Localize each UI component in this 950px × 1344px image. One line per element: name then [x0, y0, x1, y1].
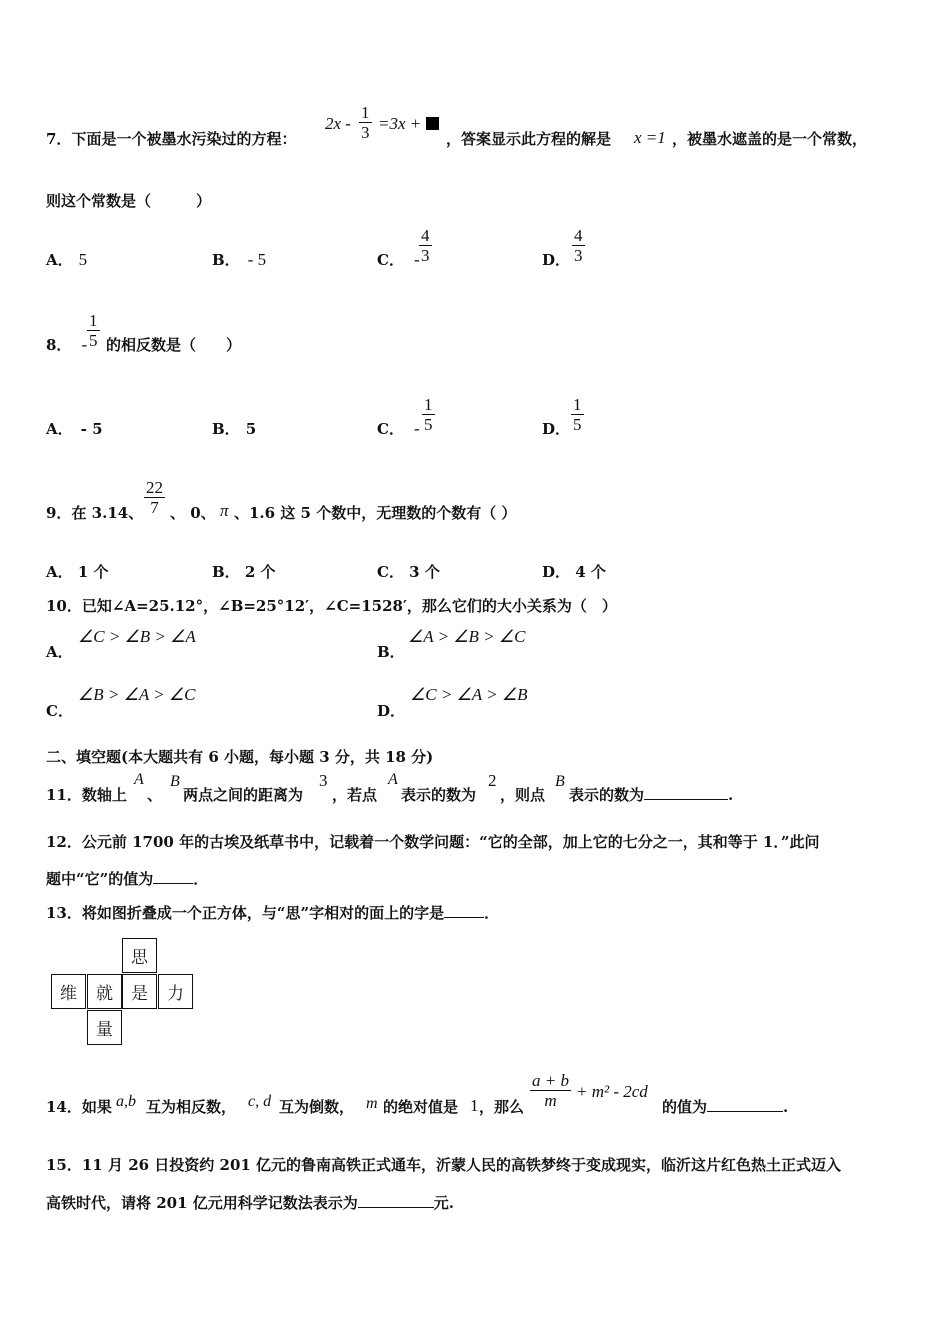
- q11-sep: 、: [147, 786, 163, 804]
- q11-t5: ，则点: [500, 786, 546, 804]
- cube-face-li: 力: [158, 974, 193, 1009]
- q10-stem: 10．已知∠A=25.12°，∠B=25°12′，∠C=1528′，那么它们的大小关系为（ ）: [46, 597, 617, 615]
- q7-line1: [46, 128, 296, 149]
- q7-equation-left: 2x -: [325, 114, 351, 133]
- q7-mid-text: ，答案显示此方程的解是: [446, 130, 612, 148]
- q8-fraction: 1 5: [89, 311, 98, 350]
- q8-number: 8． -: [46, 335, 88, 354]
- q14-one: 1: [470, 1096, 479, 1115]
- q14-m: m: [366, 1095, 378, 1112]
- cube-face-jiu: 就: [87, 974, 122, 1009]
- q8-option-b: B． 5: [212, 420, 257, 438]
- q11-t4: 表示的数为: [401, 786, 477, 804]
- q10-option-a-label: A．: [46, 643, 73, 661]
- q12-answer-blank[interactable]: [153, 883, 193, 884]
- ink-blot-icon: [426, 117, 439, 130]
- q9-text2: 、 0、: [170, 504, 216, 522]
- q13-text: 13．将如图折叠成一个正方体，与“思”字相对的面上的字是 ．: [46, 904, 500, 922]
- q10-option-d-label: D．: [377, 702, 406, 720]
- q11-answer-blank[interactable]: [644, 799, 728, 800]
- q14-t4: 的绝对值是: [383, 1098, 459, 1116]
- q9-option-b: B． 2 个: [212, 563, 276, 581]
- q7-option-a: A． 5: [46, 250, 88, 269]
- q12-line1: 12．公元前 1700 年的古埃及纸草书中，记载着一个数学问题：“它的全部，加上它的七分之一，其和等于 1．”此问: [46, 833, 820, 851]
- q14-cd: c, d: [248, 1093, 272, 1110]
- q10-option-c-label: C．: [46, 702, 73, 720]
- q7-solution: x =1: [634, 128, 666, 147]
- q9-option-d: D． 4 个: [542, 563, 606, 581]
- q11-lead: 11．数轴上: [46, 786, 127, 804]
- q9-option-c: C． 3 个: [377, 563, 440, 581]
- q15-line1: 15．11 月 26 日投资约 201 亿元的鲁南高铁正式通车，沂蒙人民的高铁梦终于变成现实，临沂这片红色热土正式迈入: [46, 1156, 842, 1174]
- q10-option-c-expr: ∠B > ∠A > ∠C: [78, 685, 196, 704]
- q14-fraction: a + b m: [532, 1071, 569, 1110]
- q7-equation-fraction: 1 3: [361, 103, 370, 142]
- q7-option-c: C． -: [377, 250, 420, 269]
- q8-option-d-fraction: 1 5: [573, 395, 582, 434]
- q7-option-d-fraction: 4 3: [574, 226, 583, 265]
- q14-rest: + m² - 2cd: [576, 1082, 648, 1101]
- q9-lead: 9．在 3.14、: [46, 504, 144, 522]
- cube-face-liang: 量: [87, 1010, 122, 1045]
- q10-option-b-label: B．: [377, 643, 405, 661]
- q7-tail-text: ，被墨水遮盖的是一个常数，: [672, 130, 868, 148]
- q7-option-c-fraction: 4 3: [421, 226, 430, 265]
- q8-option-c-fraction: 1 5: [424, 395, 433, 434]
- q8-option-c: C． -: [377, 419, 420, 438]
- q7-option-b: B． - 5: [212, 250, 267, 269]
- q11-point-a2: A: [388, 771, 398, 788]
- q8-text: 的相反数是（ ）: [106, 336, 242, 354]
- q7-lead-text: 下面是一个被墨水污染过的方程：: [71, 130, 297, 148]
- section-2-heading: 二、填空题(本大题共有 6 小题，每小题 3 分，共 18 分): [46, 748, 434, 766]
- q9-pi: π: [220, 501, 229, 520]
- q12-line2: 题中“它”的值为 ．: [46, 870, 209, 888]
- q8-option-d: D．: [542, 420, 571, 438]
- q11-point-b2: B: [555, 773, 565, 790]
- q11-point-a: A: [134, 771, 144, 788]
- q9-option-a: A． 1 个: [46, 563, 109, 581]
- q11-distance: 3: [319, 771, 328, 790]
- q14-t5: ，那么: [479, 1098, 525, 1116]
- q10-option-d-expr: ∠C > ∠A > ∠B: [410, 685, 528, 704]
- q14-t3: 互为倒数，: [279, 1098, 355, 1116]
- q11-t2: 两点之间的距离为: [183, 786, 304, 804]
- q14-ab: a,b: [116, 1093, 136, 1110]
- q9-fraction: 22 7: [146, 478, 163, 517]
- q10-option-a-expr: ∠C > ∠B > ∠A: [78, 627, 196, 646]
- cube-face-si: 思: [122, 938, 157, 973]
- q14-lead: 14．如果: [46, 1098, 112, 1116]
- q14-answer-blank[interactable]: [707, 1111, 783, 1112]
- q14-t2: 互为相反数，: [146, 1098, 237, 1116]
- q14-t6: 的值为 .: [662, 1098, 789, 1116]
- q7-number: 7．: [46, 130, 72, 148]
- cube-face-shi: 是: [122, 974, 157, 1009]
- q11-value: 2: [488, 771, 497, 790]
- q13-answer-blank[interactable]: [444, 917, 484, 918]
- q15-answer-blank[interactable]: [358, 1207, 434, 1208]
- q10-option-b-expr: ∠A > ∠B > ∠C: [408, 627, 526, 646]
- q7-line2: 则这个常数是（ ）: [46, 192, 212, 210]
- q11-point-b: B: [170, 773, 180, 790]
- q9-text3: 、1.6 这 5 个数中，无理数的个数有（ ）: [234, 504, 517, 522]
- q11-t3: ，若点: [332, 786, 378, 804]
- cube-face-wei: 维: [51, 974, 86, 1009]
- q7-option-d: D．: [542, 251, 571, 269]
- q11-t6: 表示的数为 .: [569, 786, 734, 804]
- q8-option-a: A． - 5: [46, 420, 103, 438]
- q7-equation-right: =3x +: [378, 114, 439, 134]
- q15-line2: 高铁时代，请将 201 亿元用科学记数法表示为 元.: [46, 1194, 454, 1212]
